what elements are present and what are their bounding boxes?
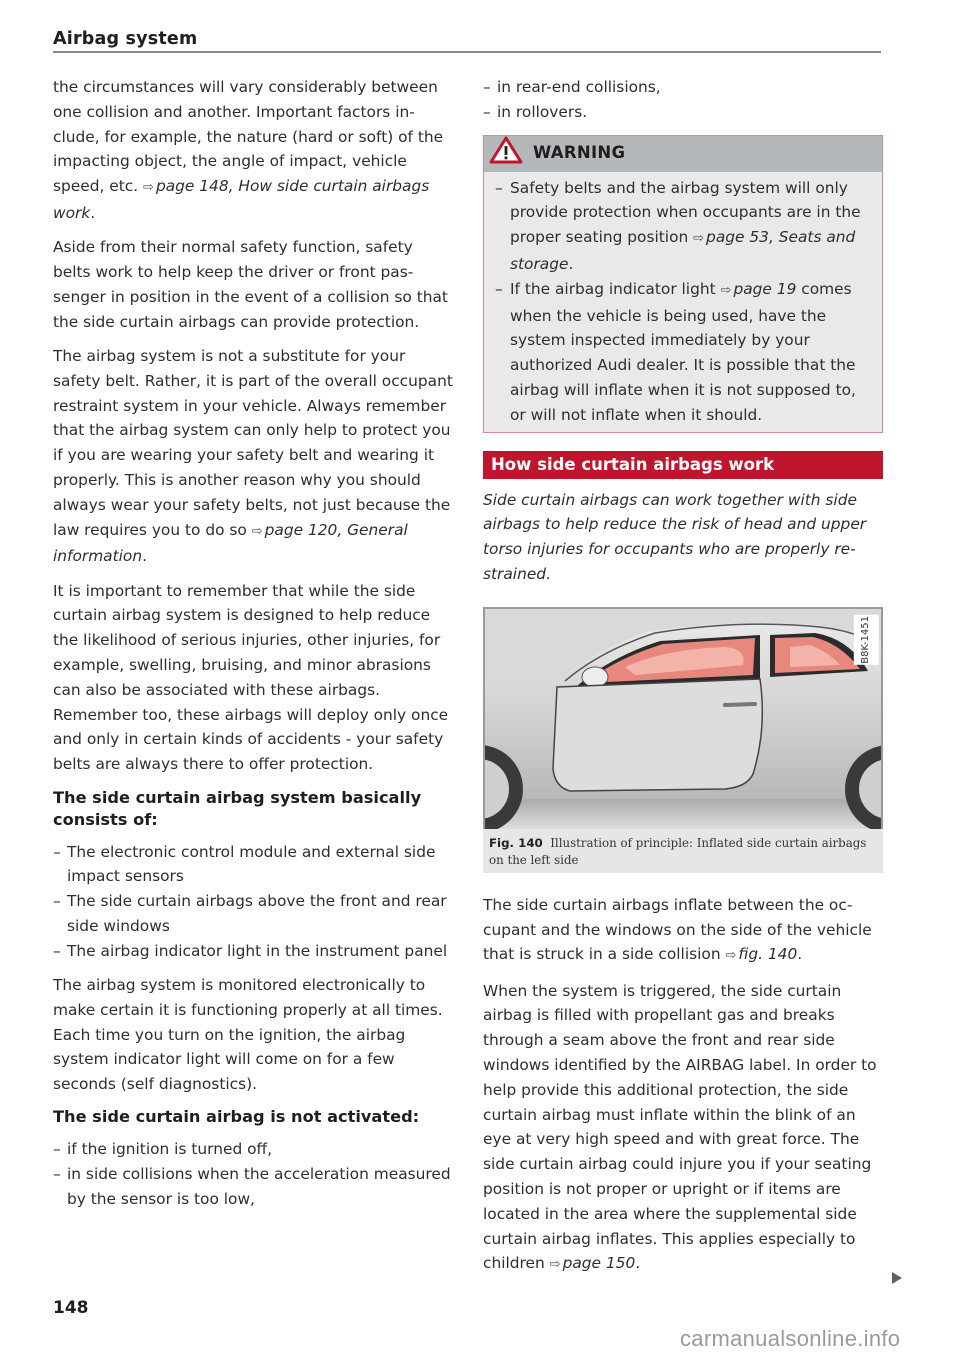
warning-triangle-icon bbox=[489, 136, 523, 172]
cross-reference-link[interactable]: page 120, General information bbox=[53, 520, 408, 566]
car-airbag-illustration-icon bbox=[485, 609, 881, 829]
header-divider bbox=[53, 51, 881, 53]
paragraph: The airbag system is monitored electronically to make certain it is functioning properly at all times. Each time you turn on the ignition, the airbag system indicator light will come on for a few seconds (self diagnostics). bbox=[53, 976, 443, 1094]
continue-arrow-icon[interactable] bbox=[892, 1272, 902, 1284]
section-title: How side curtain airbags work bbox=[483, 451, 883, 479]
subheading-components: The side curtain airbag system basically consists of: bbox=[53, 787, 422, 829]
warning-list bbox=[495, 176, 874, 428]
cross-reference-link[interactable]: fig. 140 bbox=[738, 945, 798, 964]
list-item: – in side collisions when the acceleration measured by the sensor is too low, bbox=[53, 1162, 453, 1212]
subheading-not-activated: The side curtain airbag is not activated: bbox=[53, 1107, 420, 1127]
watermark: carmanualsonline.info bbox=[680, 1326, 901, 1351]
figure bbox=[483, 607, 883, 873]
list-item: – The airbag indicator light in the instrument panel bbox=[53, 939, 453, 964]
warning-item: – If the airbag indicator light ⇨ page 19 comes when the vehicle is being used, have the system inspected immediately by your authorized Audi dealer. It is possible that the airbag will inflate when it is not supposed to, or will not inflate when it should. bbox=[495, 277, 874, 428]
warning-box bbox=[483, 135, 883, 433]
paragraph: the circumstances will vary considerably between one collision and another. Important factors include, for example, the nature (hard or soft) of the impacting object, the angle of impact, vehicle speed, etc. ⇨ page 148, How side curtain airbags work. bbox=[53, 78, 444, 222]
figure-caption: Fig. 140 Illustration of principle: Inflated side curtain airbags on the left side bbox=[489, 835, 867, 867]
list-item: – The electronic control module and external side impact sensors bbox=[53, 840, 453, 890]
not-activated-list-continued bbox=[483, 75, 883, 125]
list-item: – if the ignition is turned off, bbox=[53, 1137, 453, 1162]
warning-header bbox=[484, 136, 882, 172]
list-item: – The side curtain airbags above the front and rear side windows bbox=[53, 889, 453, 939]
arrow-right-icon: ⇨ bbox=[720, 282, 732, 298]
left-column bbox=[53, 75, 453, 1221]
cross-reference-link[interactable]: page 53, Seats and storage bbox=[510, 228, 856, 273]
arrow-right-icon: ⇨ bbox=[143, 180, 154, 196]
arrow-right-icon: ⇨ bbox=[693, 231, 705, 247]
page-number: 148 bbox=[53, 1298, 89, 1318]
components-list bbox=[53, 840, 453, 964]
warning-body bbox=[484, 172, 882, 432]
arrow-right-icon: ⇨ bbox=[725, 948, 737, 964]
figure-label: Fig. 140 bbox=[489, 835, 543, 850]
page-title: Airbag system bbox=[53, 29, 198, 49]
page-header bbox=[53, 28, 881, 50]
cross-reference-link[interactable]: page 19 bbox=[733, 279, 797, 298]
not-activated-list bbox=[53, 1137, 453, 1211]
list-item: – in rear-end collisions, bbox=[483, 75, 883, 100]
warning-title: WARNING bbox=[533, 143, 626, 163]
cross-reference-link[interactable]: page 148, How side curtain airbags work bbox=[53, 177, 430, 222]
paragraph: Aside from their normal safety function, safety belts work to help keep the driver or front passenger in position in the event of a collision so that the side curtain airbags can provide protection. bbox=[53, 238, 448, 331]
paragraph: The side curtain airbags inflate between the occupant and the windows on the side of the vehicle that is struck in a side collision ⇨ fig. 140. bbox=[483, 895, 872, 964]
car-side-illustration bbox=[483, 607, 883, 829]
cross-reference-link[interactable]: page 150 bbox=[562, 1254, 636, 1273]
arrow-right-icon: ⇨ bbox=[549, 1257, 561, 1273]
paragraph: The airbag system is not a substitute for your safety belt. Rather, it is part of the overall occupant restraint system in your vehicle. Always remember that the airbag system can only help to protect you if you are wearing your safety belt and wearing it properly. This is another reason why you should always wear your safety belts, not just because the law requires you to do so ⇨ page 120, General information. bbox=[53, 346, 453, 566]
section-intro: Side curtain airbags can work together with side airbags to help reduce the risk of head and upper torso injuries for occupants who are properly restrained. bbox=[483, 490, 867, 583]
warning-item: – Safety belts and the airbag system will only provide protection when occupants are in the proper seating position ⇨ page 53, Seats and storage. bbox=[495, 176, 874, 277]
list-item: – in rollovers. bbox=[483, 100, 883, 125]
figure-code: B8K-1451 bbox=[854, 615, 879, 665]
arrow-right-icon: ⇨ bbox=[251, 523, 263, 539]
paragraph: When the system is triggered, the side curtain airbag is filled with propellant gas and breaks through a seam above the front and rear side windows identified by the AIRBAG label. In order to help provide this additional protection, the side curtain airbag must inflate within the blink of an eye at very high speed and with great force. The side curtain airbag could injure you if your seating position is not proper or upright or if items are located in the area where the supplemental side curtain airbag inflates. This applies especially to children ⇨ page 150. bbox=[483, 981, 877, 1273]
right-column bbox=[483, 75, 883, 1288]
paragraph: It is important to remember that while the side curtain airbag system is designed to help reduce the likelihood of serious injuries, other injuries, for example, swelling, bruising, and minor abrasions can also be associated with these airbags. Remember too, these airbags will deploy only once and only in certain kinds of accidents - your safety belts are always there to offer protection. bbox=[53, 581, 449, 774]
